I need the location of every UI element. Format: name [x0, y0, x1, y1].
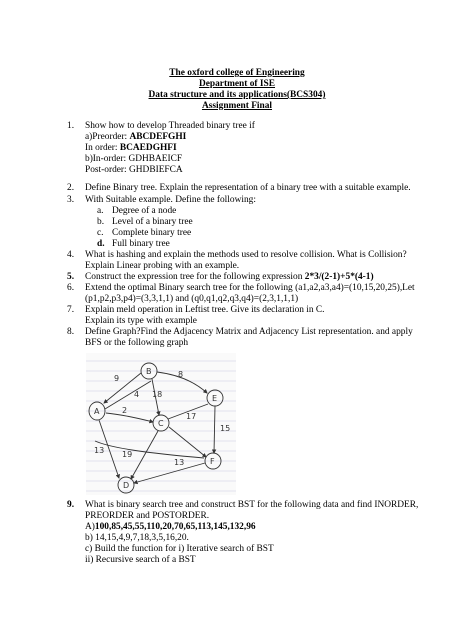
q1-postorder: Post-order: GHDBIEFCA	[85, 165, 183, 175]
college-name: The oxford college of Engineering	[169, 68, 305, 78]
graph-node-label-a: A	[94, 407, 100, 416]
graph-node-label-c: C	[158, 419, 164, 428]
q4-line1: What is hashing and explain the methods used to resolve collision. What is Collision?	[85, 250, 407, 260]
q9-a-data: A)100,85,45,55,110,20,70,65,113,145,132,96	[85, 522, 256, 532]
department-name: Department of ISE	[198, 79, 276, 89]
q3-item-a-marker: a.	[97, 206, 104, 216]
q9-number: 9.	[67, 500, 75, 510]
q3-item-c: Complete binary tree	[112, 228, 192, 238]
q9-line2: PREORDER and POSTORDER.	[85, 511, 210, 521]
q3-text: With Suitable example. Define the following:	[85, 195, 256, 205]
graph-edge-label: 9	[114, 374, 120, 383]
q1-preorder: a)Preorder: ABCDEFGHI	[85, 132, 187, 142]
graph-node-label-f: F	[210, 457, 215, 466]
graph-edge-label: 13	[94, 446, 105, 455]
q1-text: Show how to develop Threaded binary tree if	[85, 121, 255, 131]
graph-node-label-e: E	[212, 394, 218, 403]
q1-number: 1.	[67, 121, 75, 131]
q9-b-data: b) 14,15,4,9,7,18,3,5,16,20.	[85, 533, 189, 543]
q9-d-text: ii) Recursive search of a BST	[85, 555, 196, 565]
q3-item-d-marker: d.	[97, 239, 105, 249]
q6-line1: Extend the optimal Binary search tree for the following (a1,a2,a3,a4)=(10,15,20,25),Let	[85, 283, 415, 293]
q3-item-b-marker: b.	[97, 217, 105, 227]
q7-number: 7.	[67, 305, 75, 315]
graph-node-label-b: B	[146, 367, 152, 376]
q2-text: Define Binary tree. Explain the representation of a binary tree with a suitable example.	[85, 183, 411, 193]
q9-c-text: c) Build the function for i) Iterative search of BST	[85, 544, 274, 554]
q3-item-c-marker: c.	[97, 228, 104, 238]
q7-line1: Explain meld operation in Leftist tree. Give its declaration in C.	[85, 305, 325, 315]
q3-item-b: Level of a binary tree	[112, 217, 193, 227]
graph-edge-label: 2	[122, 406, 128, 415]
graph-edge-label: 15	[220, 424, 231, 433]
graph-node-label-d: D	[123, 481, 130, 490]
q6-line2: (p1,p2,p3,p4)=(3,3,1,1) and (q0,q1,q2,q3,q4)=(2,3,1,1,1)	[85, 294, 299, 304]
handwritten-graph-image	[86, 353, 236, 495]
q8-number: 8.	[67, 327, 75, 337]
graph-edge-label: 19	[122, 450, 133, 459]
graph-edge-label: 8	[178, 370, 184, 379]
q6-number: 6.	[67, 283, 75, 293]
q4-line2: Explain Linear probing with an example.	[85, 261, 240, 271]
graph-edge-label: 17	[186, 412, 197, 421]
q3-item-a: Degree of a node	[112, 206, 177, 216]
q1-inorder: In order: BCAEDGHFI	[85, 143, 177, 153]
q2-number: 2.	[67, 183, 75, 193]
q8-line1: Define Graph?Find the Adjacency Matrix and Adjacency List representation. and apply	[85, 327, 413, 337]
q9-line1: What is binary search tree and construct BST for the following data and find INORDER,	[85, 500, 419, 510]
assignment-title: Assignment Final	[201, 101, 273, 111]
q1-b-inorder: b)In-order: GDHBAEICF	[85, 154, 183, 164]
q7-line2: Explain its type with example	[85, 316, 197, 326]
q5-text: Construct the expression tree for the following expression 2*3/(2-1)+5*(4-1)	[85, 272, 374, 282]
q8-line2: BFS or the following graph	[85, 338, 189, 348]
q3-number: 3.	[67, 195, 75, 205]
graph-edge-label: 4	[134, 390, 140, 399]
q4-number: 4.	[67, 250, 75, 260]
q3-item-d: Full binary tree	[112, 239, 170, 249]
graph-edge-label: 13	[174, 458, 185, 467]
subject-name: Data structure and its applications(BCS304)	[148, 90, 326, 100]
q5-number: 5.	[67, 272, 75, 282]
graph-edge-label: 18	[152, 390, 163, 399]
